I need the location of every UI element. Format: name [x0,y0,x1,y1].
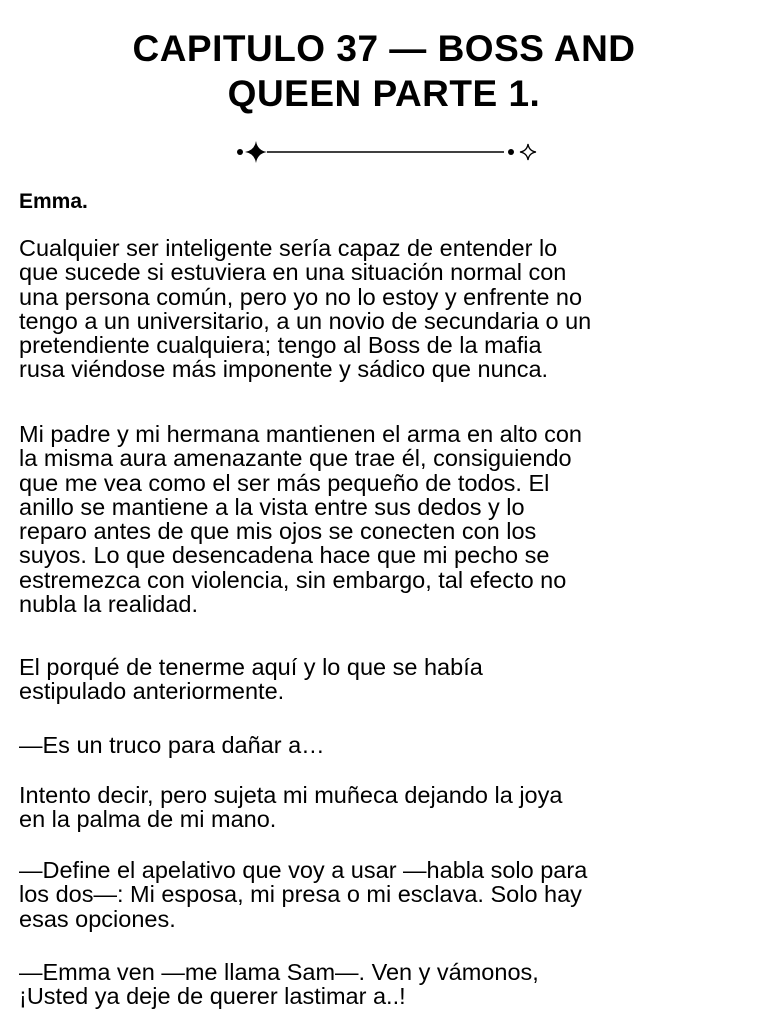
chapter-title [0,26,768,116]
chapter-title-line: QUEEN PARTE 1. [227,73,541,114]
text-line: El porqué de tenerme aquí y lo que se había [19,654,483,680]
chapter-title-line: CAPITULO 37 — BOSS AND [132,28,636,69]
text-line: —Es un truco para dañar a… [19,732,325,758]
text-line: nubla la realidad. [19,591,198,618]
text-line: —Define el apelativo que voy a usar —habla solo para [19,857,588,883]
text-line: tengo a un universitario, a un novio de secundaria o un [19,307,592,334]
text-line: una persona común, pero yo no lo estoy y enfrente no [19,283,583,310]
text-line: los dos—: Mi esposa, mi presa o mi esclava. Solo hay [19,881,582,908]
dialogue-line [19,858,759,931]
text-line: que me vea como el ser más pequeño de todos. El [19,469,550,496]
text-line: suyos. Lo que desencadena hace que mi pecho se [19,542,550,569]
text-line: anillo se mantiene a la vista entre sus dedos y lo [19,493,525,520]
text-line: en la palma de mi mano. [19,806,277,833]
text-line: esas opciones. [19,905,176,932]
paragraph [19,236,759,382]
text-line: —Emma ven —me llama Sam—. Ven y vámonos, [19,959,539,985]
dialogue-line [19,733,759,757]
text-line: Intento decir, pero sujeta mi muñeca dejando la joya [19,782,563,808]
text-line: Cualquier ser inteligente sería capaz de entender lo [19,235,558,261]
paragraph [19,783,759,832]
dialogue-line [19,960,759,1009]
ornament-divider-icon [232,139,542,165]
text-line: estremezca con violencia, sin embargo, tal efecto no [19,566,567,593]
text-line: ¡Usted ya deje de querer lastimar a..! [19,983,406,1010]
paragraph [19,655,759,704]
text-line: reparo antes de que mis ojos se conecten con los [19,518,537,545]
paragraph [19,422,759,616]
text-line: la misma aura amenazante que trae él, consiguiendo [19,445,572,472]
text-line: rusa viéndose más imponente y sádico que nunca. [19,356,549,383]
text-line: pretendiente cualquiera; tengo al Boss de la mafia [19,332,542,359]
speaker-name: Emma. [19,190,88,213]
text-line: Mi padre y mi hermana mantienen el arma en alto con [19,421,582,447]
text-line: estipulado anteriormente. [19,678,285,705]
text-line: que sucede si estuviera en una situación normal con [19,259,567,286]
